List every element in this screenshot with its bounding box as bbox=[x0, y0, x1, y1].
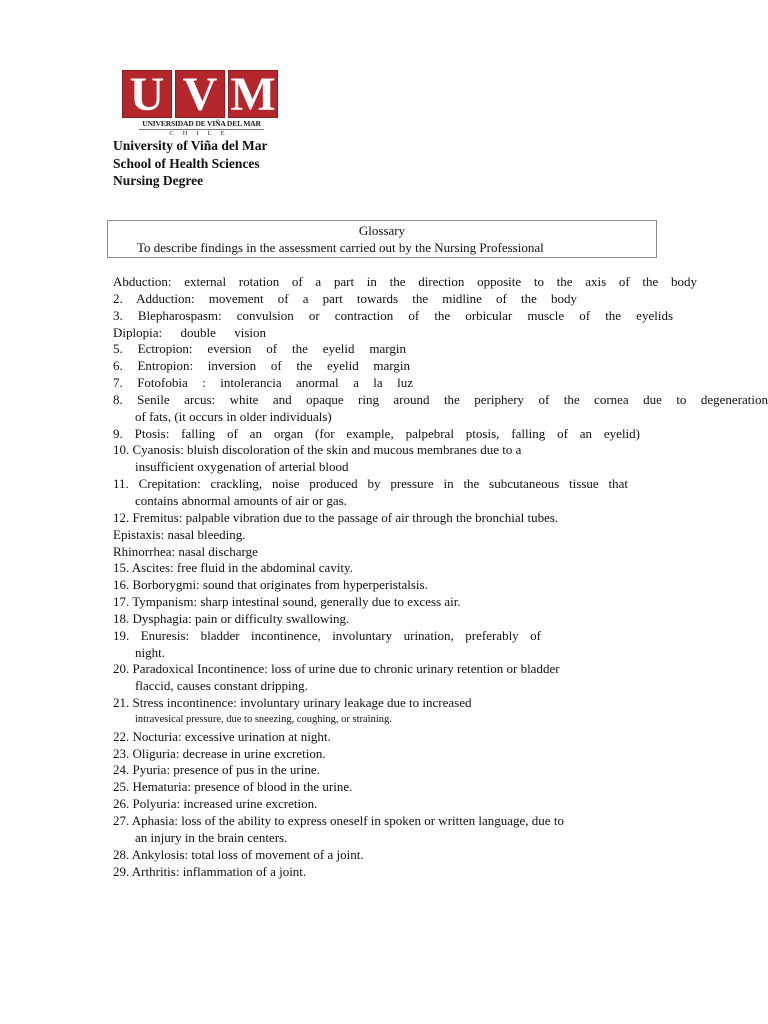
glossary-term-line: 5. Ectropion: eversion of the eyelid margin bbox=[113, 341, 406, 357]
glossary-term-line: an injury in the brain centers. bbox=[135, 829, 288, 845]
institution-header bbox=[113, 137, 268, 190]
glossary-term-line: night. bbox=[135, 644, 165, 660]
glossary-box bbox=[107, 220, 657, 258]
logo-country: CHILE bbox=[139, 129, 264, 137]
glossary-term-line: 20. Paradoxical Incontinence: loss of urine due to chronic urinary retention or bladder bbox=[113, 661, 560, 677]
glossary-term-line: flaccid, causes constant dripping. bbox=[135, 678, 308, 694]
glossary-term-line: intravesical pressure, due to sneezing, coughing, or straining. bbox=[135, 713, 392, 725]
glossary-term-line: 27. Aphasia: loss of the ability to express oneself in spoken or written language, due to bbox=[113, 813, 564, 828]
glossary-term-line: 16. Borborygmi: sound that originates from hyperperistalsis. bbox=[113, 577, 428, 593]
logo-letter-u: U bbox=[122, 70, 172, 118]
glossary-term-line: 6. Entropion: inversion of the eyelid margin bbox=[113, 358, 410, 374]
glossary-term-line: 21. Stress incontinence: involuntary urinary leakage due to increased bbox=[113, 695, 472, 711]
glossary-term-line: of fats, (it occurs in older individuals) bbox=[135, 408, 332, 424]
glossary-term-line: 26. Polyuria: increased urine excretion. bbox=[113, 796, 318, 812]
glossary-term-line: 9. Ptosis: falling of an organ (for example, palpebral ptosis, falling of an eyelid) bbox=[113, 425, 640, 441]
glossary-term-line: 19. Enuresis: bladder incontinence, involuntary urination, preferably of bbox=[113, 627, 541, 643]
uvm-logo bbox=[119, 68, 284, 138]
glossary-term-line: Epistaxis: nasal bleeding. bbox=[113, 526, 246, 542]
university-name: University of Viña del Mar bbox=[113, 138, 268, 153]
glossary-term-line: contains abnormal amounts of air or gas. bbox=[135, 492, 347, 508]
glossary-term-line: 24. Pyuria: presence of pus in the urine. bbox=[113, 762, 320, 778]
glossary-term-line: 2. Adduction: movement of a part towards the midline of the body bbox=[113, 290, 577, 306]
glossary-term-line: Rhinorrhea: nasal discharge bbox=[113, 543, 258, 559]
glossary-term-line: 15. Ascites: free fluid in the abdominal cavity. bbox=[113, 560, 353, 576]
glossary-term-line: 11. Crepitation: crackling, noise produced by pressure in the subcutaneous tissue that bbox=[113, 476, 628, 492]
glossary-subtitle: To describe findings in the assessment carried out by the Nursing Professional bbox=[137, 239, 544, 255]
glossary-term-list bbox=[0, 274, 768, 880]
logo-letter-m: M bbox=[228, 70, 278, 118]
glossary-term-line: 8. Senile arcus: white and opaque ring around the periphery of the cornea due to degeneration bbox=[113, 391, 768, 407]
glossary-term-line: 18. Dysphagia: pain or difficulty swallowing. bbox=[113, 610, 350, 626]
glossary-term-line: Diplopia: double vision bbox=[113, 324, 266, 340]
glossary-term-line: insufficient oxygenation of arterial blood bbox=[135, 459, 349, 475]
glossary-title: Glossary bbox=[358, 223, 406, 238]
glossary-term-line: 25. Hematuria: presence of blood in the urine. bbox=[113, 779, 353, 795]
glossary-term-line: 28. Ankylosis: total loss of movement of a joint. bbox=[113, 846, 364, 862]
glossary-term-line: 7. Fotofobia : intolerancia anormal a la luz bbox=[113, 375, 413, 391]
glossary-term-line: 23. Oliguria: decrease in urine excretion. bbox=[113, 745, 326, 761]
school-name: School of Health Sciences bbox=[113, 155, 260, 171]
glossary-term-line: 10. Cyanosis: bluish discoloration of the skin and mucous membranes due to a bbox=[113, 442, 522, 458]
logo-letter-v: V bbox=[175, 70, 225, 118]
glossary-term-line: 17. Tympanism: sharp intestinal sound, generally due to excess air. bbox=[113, 594, 461, 610]
glossary-term-line: Abduction: external rotation of a part in the direction opposite to the axis of the body bbox=[113, 274, 697, 289]
glossary-term-line: 29. Arthritis: inflammation of a joint. bbox=[113, 863, 307, 879]
glossary-term-line: 12. Fremitus: palpable vibration due to the passage of air through the bronchial tubes. bbox=[113, 509, 559, 525]
logo-subtitle: UNIVERSIDAD DE VIÑA DEL MAR bbox=[142, 119, 261, 128]
glossary-term-line: 3. Blepharospasm: convulsion or contraction of the orbicular muscle of the eyelids bbox=[113, 307, 673, 323]
glossary-term-line: 22. Nocturia: excessive urination at night. bbox=[113, 728, 331, 744]
degree-name: Nursing Degree bbox=[113, 173, 204, 188]
